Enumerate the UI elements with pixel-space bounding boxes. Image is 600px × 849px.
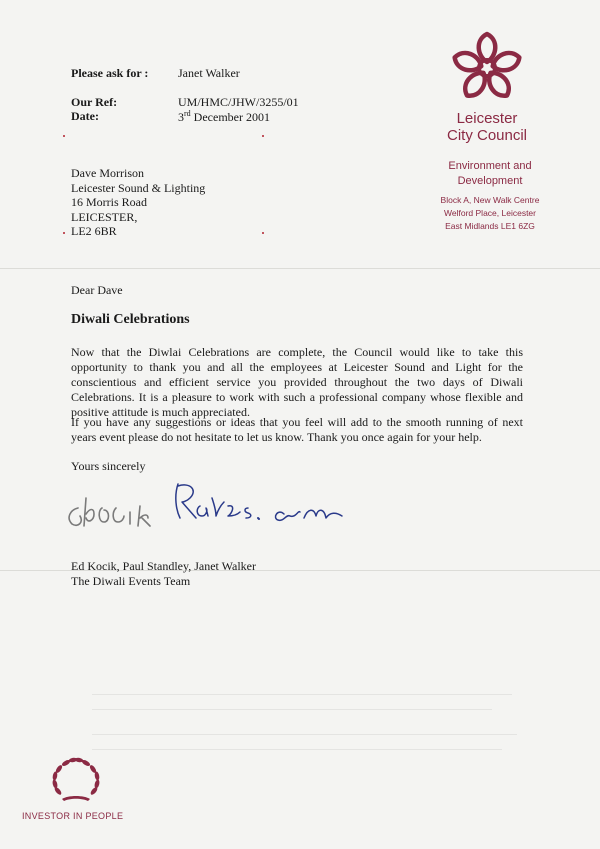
council-address-line: Welford Place, Leicester [444,208,536,218]
date-label: Date: [71,109,99,123]
mark-dot [63,232,65,234]
ask-for-label: Please ask for : [71,66,149,80]
bleed-through-text [92,688,522,764]
recipient-line: Leicester Sound & Lighting [71,180,206,195]
fold-line-top [0,268,600,269]
recipient-line: LEICESTER, [71,209,138,224]
recipient-line: Dave Morrison [71,166,144,180]
investor-in-people-wreath-icon [46,755,106,807]
recipient-address [71,166,205,239]
subject-heading: Diwali Celebrations [71,312,190,327]
ref-value: UM/HMC/JHW/3255/01 [178,95,299,109]
salutation: Dear Dave [71,283,123,297]
date-value [178,109,270,125]
mark-dot [63,135,65,137]
mark-dot [262,135,264,137]
body-paragraph-2: If you have any suggestions or ideas that you feel will add to the smooth running of next years event please do not hesitate to let us know. Thank you once again for your help. [71,415,523,444]
council-name-line2: City Council [446,127,528,144]
ask-for-value: Janet Walker [178,66,240,80]
ref-label: Our Ref: [71,95,118,109]
closing: Yours sincerely [71,459,146,473]
signatures [60,478,360,538]
date-rest: December 2001 [190,110,270,124]
council-address-line: East Midlands LE1 6ZG [445,221,535,231]
recipient-line: LE2 6BR [71,224,117,238]
council-address [430,194,550,233]
council-rose-logo [445,26,529,110]
council-address-line: Block A, New Walk Centre [440,195,540,205]
signatories: Ed Kocik, Paul Standley, Janet Walker [71,559,256,573]
date-day: 3 [178,110,184,124]
team-name: The Diwali Events Team [71,574,191,588]
council-name-line1: Leicester [456,110,518,127]
department-name [430,159,550,189]
recipient-line: 16 Morris Road [71,195,147,209]
department-line2: Development [457,175,523,187]
body-paragraph-1: Now that the Diwlai Celebrations are complete, the Council would like to take this opportunity to thank you and all the employees at Leicester Sound and Light for the conscientious and efficient service you provided throughout the two days of Diwali Celebrations. It is a pleasure to work with such a professional company whose flexible and positive attitude is much appreciated. [71,345,523,419]
mark-dot [262,232,264,234]
investor-in-people-text: INVESTOR IN PEOPLE [22,811,124,821]
department-line1: Environment and [448,160,532,172]
council-name [430,110,544,144]
date-suffix: rd [184,109,191,118]
